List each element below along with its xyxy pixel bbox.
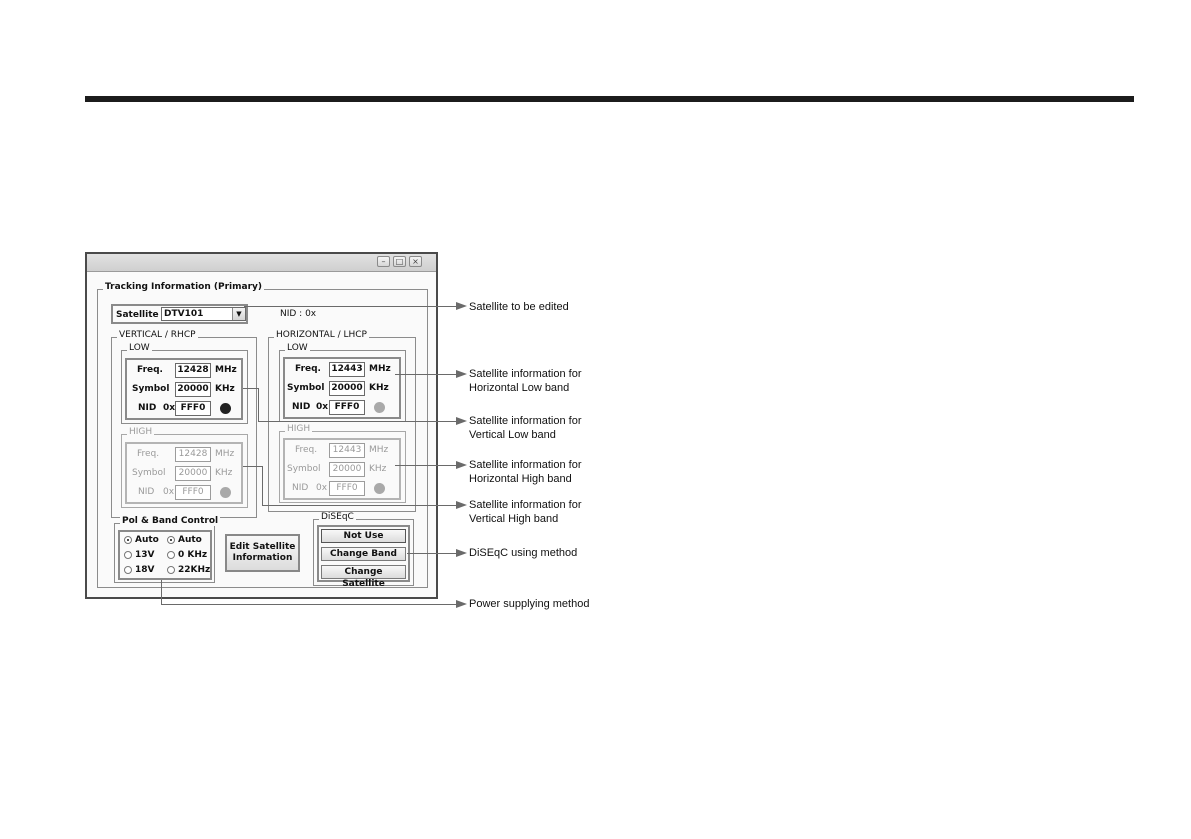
leader-vertical-low-b	[258, 388, 259, 421]
callout-satellite-to-edit	[469, 300, 569, 314]
satellite-dropdown-value: DTV101	[164, 309, 204, 319]
callout-diseqc	[469, 546, 577, 560]
satellite-dropdown[interactable]	[161, 307, 246, 321]
vh-symbol-label: Symbol	[132, 468, 166, 478]
arrow-power	[456, 600, 467, 608]
band-0khz-label: 0 KHz	[178, 550, 208, 560]
leader-horizontal-low	[395, 374, 459, 375]
title-bar	[87, 254, 436, 272]
vertical-low-group	[121, 343, 248, 424]
arrow-horizontal-high	[456, 461, 467, 469]
leader-power-b	[161, 604, 459, 605]
pol-band-panel	[118, 530, 212, 580]
diseqc-group	[313, 512, 414, 589]
minimize-icon[interactable]: –	[377, 256, 390, 267]
vertical-high-title: HIGH	[129, 427, 153, 437]
hl-symbol-unit: KHz	[369, 383, 389, 393]
vh-freq-unit: MHz	[215, 449, 235, 459]
vertical-high-group	[121, 427, 248, 508]
callout-line: Satellite information for	[469, 499, 582, 511]
vh-symbol-unit: KHz	[215, 468, 233, 478]
callout-line: Horizontal High band	[469, 473, 572, 485]
vh-freq-field[interactable]: 12428	[175, 447, 211, 462]
callout-line: Satellite information for	[469, 368, 582, 380]
leader-vertical-high-b	[262, 466, 263, 505]
leader-vertical-low-c	[258, 421, 459, 422]
hl-freq-label: Freq.	[295, 364, 321, 374]
pol-auto-label: Auto	[135, 535, 159, 545]
horizontal-lhcp-title: HORIZONTAL / LHCP	[276, 330, 367, 340]
callout-horizontal-low	[469, 367, 582, 395]
hl-symbol-field[interactable]: 20000	[329, 381, 365, 396]
diseqc-panel	[317, 525, 410, 589]
tracking-info-title: Tracking Information (Primary)	[105, 282, 263, 292]
vl-symbol-field[interactable]: 20000	[175, 382, 211, 397]
header-rule	[85, 96, 1134, 102]
vl-status-led	[220, 403, 231, 414]
vertical-high-panel	[125, 442, 243, 504]
band-22khz-radio[interactable]	[167, 566, 175, 574]
vh-nid-prefix: 0x	[163, 487, 175, 497]
edit-button-line2: Information	[232, 553, 293, 563]
satellite-settings-window	[85, 252, 438, 599]
callout-line: Horizontal Low band	[469, 382, 570, 394]
close-icon[interactable]: ×	[409, 256, 422, 267]
hh-symbol-field[interactable]: 20000	[329, 462, 365, 477]
arrow-vertical-high	[456, 501, 467, 509]
vl-symbol-label: Symbol	[132, 384, 170, 394]
callout-vertical-high	[469, 498, 582, 526]
vl-freq-label: Freq.	[137, 365, 163, 375]
pol-band-group	[114, 516, 219, 583]
leader-power-a	[161, 580, 162, 604]
callout-line: Power supplying method	[469, 598, 590, 610]
vh-nid-label: NID	[138, 487, 155, 497]
leader-vertical-high-a	[243, 466, 262, 467]
vh-freq-label: Freq.	[137, 449, 160, 459]
satellite-label: Satellite	[116, 310, 159, 320]
callout-line: DiSEqC using method	[469, 547, 578, 559]
hl-nid-field[interactable]: FFF0	[329, 400, 365, 415]
pol-auto-radio[interactable]	[124, 536, 132, 544]
hh-symbol-unit: KHz	[369, 464, 387, 474]
band-auto-radio[interactable]	[167, 536, 175, 544]
leader-satellite	[244, 306, 459, 307]
leader-vertical-low-a	[243, 388, 258, 389]
band-auto-label: Auto	[178, 535, 202, 545]
pol-18v-label: 18V	[135, 565, 155, 575]
horizontal-low-panel	[283, 357, 401, 419]
vh-status-led	[220, 487, 231, 498]
band-22khz-label: 22KHz	[178, 565, 211, 575]
edit-satellite-information-button[interactable]	[225, 534, 300, 572]
callout-vertical-low	[469, 414, 582, 442]
hl-nid-prefix: 0x	[316, 402, 329, 412]
vh-nid-field[interactable]: FFF0	[175, 485, 211, 500]
hh-symbol-label: Symbol	[287, 464, 321, 474]
satellite-selector-box	[111, 304, 248, 324]
diseqc-title: DiSEqC	[321, 512, 354, 522]
hh-nid-field[interactable]: FFF0	[329, 481, 365, 496]
hl-nid-label: NID	[292, 402, 311, 412]
hh-status-led	[374, 483, 385, 494]
pol-13v-radio[interactable]	[124, 551, 132, 559]
hh-nid-prefix: 0x	[316, 483, 328, 493]
hh-freq-field[interactable]: 12443	[329, 443, 365, 458]
horizontal-low-group	[279, 343, 406, 422]
diseqc-change-satellite-button[interactable]: Change Satellite	[321, 565, 406, 579]
horizontal-high-panel	[283, 438, 401, 500]
callout-line: Vertical Low band	[469, 429, 556, 441]
vh-symbol-field[interactable]: 20000	[175, 466, 211, 481]
vertical-rhcp-group	[111, 330, 257, 518]
chevron-down-icon[interactable]: ▼	[232, 308, 245, 320]
arrow-diseqc	[456, 549, 467, 557]
hh-freq-label: Freq.	[295, 445, 318, 455]
arrow-satellite	[456, 302, 467, 310]
pol-band-title: Pol & Band Control	[122, 516, 219, 526]
vl-nid-field[interactable]: FFF0	[175, 401, 211, 416]
hl-status-led	[374, 402, 385, 413]
vertical-low-title: LOW	[129, 343, 150, 353]
maximize-icon[interactable]: □	[393, 256, 406, 267]
arrow-vertical-low	[456, 417, 467, 425]
vertical-low-panel	[125, 358, 243, 420]
callout-line: Satellite information for	[469, 459, 582, 471]
band-0khz-radio[interactable]	[167, 551, 175, 559]
vl-symbol-unit: KHz	[215, 384, 235, 394]
horizontal-high-group	[279, 424, 406, 503]
nid-readout: NID : 0x	[280, 309, 317, 319]
vl-freq-unit: MHz	[215, 365, 237, 375]
leader-vertical-high-c	[262, 505, 459, 506]
hh-nid-label: NID	[292, 483, 309, 493]
vertical-rhcp-title: VERTICAL / RHCP	[119, 330, 196, 340]
callout-power	[469, 597, 589, 611]
leader-diseqc	[407, 553, 459, 554]
callout-horizontal-high	[469, 458, 582, 486]
horizontal-lhcp-group	[268, 330, 416, 512]
vl-nid-label: NID	[138, 403, 157, 413]
pol-13v-label: 13V	[135, 550, 155, 560]
vl-freq-field[interactable]: 12428	[175, 363, 211, 378]
hh-freq-unit: MHz	[369, 445, 389, 455]
tracking-info-group	[97, 282, 428, 589]
leader-horizontal-high	[395, 465, 459, 466]
horizontal-low-title: LOW	[287, 343, 308, 353]
diseqc-not-use-button[interactable]: Not Use	[321, 529, 406, 543]
hl-symbol-label: Symbol	[287, 383, 325, 393]
hl-freq-field[interactable]: 12443	[329, 362, 365, 377]
hl-freq-unit: MHz	[369, 364, 391, 374]
diseqc-change-band-button[interactable]: Change Band	[321, 547, 406, 561]
horizontal-high-title: HIGH	[287, 424, 311, 434]
arrow-horizontal-low	[456, 370, 467, 378]
callout-line: Vertical High band	[469, 513, 559, 525]
callout-line: Satellite to be edited	[469, 301, 569, 313]
edit-button-line1: Edit Satellite	[229, 542, 296, 552]
callout-line: Satellite information for	[469, 415, 582, 427]
pol-18v-radio[interactable]	[124, 566, 132, 574]
vl-nid-prefix: 0x	[163, 403, 176, 413]
